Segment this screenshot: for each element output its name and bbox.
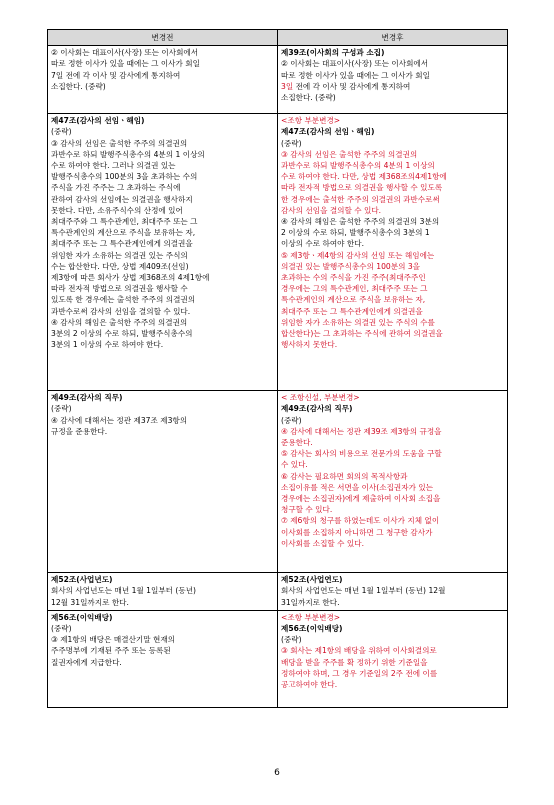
after-text-line: 이상의 수로 하여야 한다. [281,239,365,249]
before-text-line: 규정을 준용한다. [51,426,108,436]
table-row [48,46,508,114]
before-text-line: 회사의 사업년도는 매년 1월 1일부터 (동년) [51,586,197,596]
after-text-line: 공고하여야 한다. [281,680,338,690]
before-text-line: 따로 정한 이사가 있을 때에는 그 이사가 회일 [51,59,200,69]
after-text-line: ⑤ 감사는 회사의 비용으로 전문가의 도움을 구할 [281,449,442,459]
before-text-line: ② 이사회는 대표이사(사장) 또는 이사회에서 [51,48,199,58]
after-text-line: 수로 하여야 한다. 다만, 상법 제368조의4제1항에 [281,172,447,182]
changed-text: 3일 [281,81,294,91]
before-text-line: 수는 합산한다. 다만, 상법 제409조(선임) [51,261,189,271]
after-text-line: 제49조(감사의 직무) [281,404,353,414]
after-text-line: 소집이유를 적은 서면을 이사(소집권자가 있는 [281,482,433,492]
table-header-row [48,30,508,46]
before-text-line: (중략) [51,404,72,414]
after-text-line: <조항 부분변경> [281,612,341,622]
after-text-line: 제56조(이익배당) [281,624,343,634]
after-text-line: (중략) [281,415,302,425]
before-text-line: 과반수로 하되 발행주식총수의 4분의 1 이상의 [51,149,205,159]
after-text-line: 경우에는 그의 특수관계인, 최대주주 또는 그 [281,284,428,294]
header-before: 변경전 [48,30,278,46]
after-text-line: (중략) [281,635,302,645]
before-text-line: 위임한 자가 소유하는 의결권 있는 주식의 [51,250,188,260]
after-text-line: ⑤ 제3항ㆍ제4항의 감사의 선임 또는 해임에는 [281,250,435,260]
after-text-line: 감사의 선임을 결의할 수 있다. [281,205,382,215]
before-cell [48,610,278,707]
after-text-line: 제52조(사업연도) [281,575,343,585]
before-cell [48,114,278,391]
after-text-line: ② 이사회는 대표이사(사장) 또는 이사회에서 [281,59,429,69]
after-text-line: 준용한다. [281,438,313,448]
after-text-line: ⑦ 제6항의 청구를 하였는데도 이사가 지체 없이 [281,516,440,526]
before-text-line: 최대주주와 그 특수관계인, 최대주주 또는 그 [51,217,198,227]
after-cell [278,391,508,573]
after-cell [278,573,508,611]
before-text-line: 7일 전에 각 이사 및 감사에게 통지하여 [51,70,181,80]
before-cell [48,391,278,573]
after-text-line: 위임한 자가 소유하는 의결권 있는 주식의 수를 [281,317,435,327]
after-cell [278,46,508,114]
before-cell [48,573,278,611]
before-text-line: 3분의 1 이상의 수로 하여야 한다. [51,340,164,350]
before-text-line: 있도록 한 경우에는 출석한 주주의 의결권의 [51,295,196,305]
before-text-line: (중략) [51,127,72,137]
before-text-line: 과반수로써 감사의 선임을 결의할 수 있다. [51,306,191,316]
before-text-line: 제56조(이익배당) [51,612,113,622]
before-text-line: 최대주주 또는 그 특수관계인에게 의결권을 [51,239,193,249]
page-number: 6 [274,768,280,778]
before-text-line: ③ 제1항의 배당은 매결산기말 현재의 [51,635,175,645]
after-text-line: 한 경우에는 출석한 주주의 의결권의 과반수로써 [281,194,440,204]
before-text-line: 못한다. 다만, 소유주식수의 산정에 있어 [51,205,183,215]
before-text-line: ④ 감사에 대해서는 정관 제37조 제3항의 [51,415,188,425]
after-text-line: 회사의 사업연도는 매년 1월 1일부터 (동년) 12월 [281,586,446,596]
after-cell [278,610,508,707]
before-text-line: 12월 31일까지로 한다. [51,597,129,607]
after-text-line: 청구할 수 있다. [281,505,333,515]
after-text-line: 3일 전에 각 이사 및 감사에게 통지하여 [281,81,411,91]
before-text-line: 수로 하여야 한다. 그러나 의결권 있는 [51,161,176,171]
after-text-line: < 조항신설, 부분변경> [281,393,360,403]
after-text-line: 배당을 받을 주주를 확 정하기 위한 기준일을 [281,657,428,667]
before-text-line: 따라 전자적 방법으로 의결권을 행사할 수 [51,284,188,294]
before-text-line: 제47조(감사의 선임ㆍ해임) [51,116,145,126]
before-text-line: ③ 감사의 선임은 출석한 주주의 의결권의 [51,138,188,148]
before-text-line: (중략) [51,624,72,634]
after-text-line: 따로 정한 이사가 있을 때에는 그 이사가 회일 [281,70,430,80]
before-text-line: 제52조(사업년도) [51,575,113,585]
after-text-line: 초과하는 수의 주식을 가진 주주(최대주주인 [281,273,426,283]
after-text-line: ③ 감사의 선임은 출석한 주주의 의결권의 [281,149,418,159]
table-row [48,573,508,611]
after-text-line: 특수관계인의 계산으로 주식을 보유하는 자, [281,295,426,305]
before-text-line: 소집한다. (중략) [51,81,106,91]
after-text-line: (중략) [281,138,302,148]
before-text-line: 특수관계인의 계산으로 주식을 보유하는 자, [51,228,196,238]
after-text-line: 정하여야 하며, 그 경우 기준일의 2주 전에 이를 [281,668,438,678]
after-text-line: 행사하지 못한다. [281,340,338,350]
before-text-line: 3분의 2 이상의 수로 하되, 발행주식총수의 [51,329,193,339]
after-text-line: 합산한다)는 그 초과하는 주식에 관하여 의결권을 [281,329,443,339]
after-text-line: 31일까지로 한다. [281,597,340,607]
after-text-line: 과반수로 하되 발행주식총수의 4분의 1 이상의 [281,161,435,171]
header-after: 변경후 [278,30,508,46]
after-text-line: 이사회를 소집하지 아니하면 그 청구한 감사가 [281,527,433,537]
after-text-line: 의결권 있는 발행주식총수의 100분의 3을 [281,261,421,271]
after-text-line: 소집한다. (중략) [281,93,336,103]
table-row [48,114,508,391]
before-text-line: 질권자에게 지급한다. [51,657,122,667]
after-text-line: <조항 부분변경> [281,116,341,126]
before-text-line: 관하여 감사의 선임에는 의결권을 행사하지 [51,194,193,204]
before-text-line: 주식을 가진 주주는 그 초과하는 주식에 [51,183,181,193]
after-text-line: ④ 감사의 해임은 출석한 주주의 의결권의 3분의 [281,217,440,227]
after-text-line: 경우에는 소집권자)에게 제출하여 이사회 소집을 [281,494,441,504]
before-text-line: 제49조(감사의 직무) [51,393,123,403]
before-text-line: 발행주식총수의 100분의 3을 초과하는 수의 [51,172,198,182]
table-row [48,391,508,573]
before-text-line: 주주명부에 기재된 주주 또는 등록된 [51,646,171,656]
after-text-line: 최대주주 또는 그 특수관계인에게 의결권을 [281,306,423,316]
after-cell [278,114,508,391]
after-text-line: ③ 회사는 제1항의 배당을 위하여 이사회결의로 [281,646,437,656]
table-row [48,610,508,707]
after-text-line: 제39조(이사회의 구성과 소집) [281,48,385,58]
before-text-line: ④ 감사의 해임은 출석한 주주의 의결권의 [51,317,188,327]
after-text-line: 수 있다. [281,460,308,470]
after-text-line: 이사회를 소집할 수 있다. [281,538,365,548]
after-text-line: ⑥ 감사는 필요하면 회의의 목적사항과 [281,471,408,481]
after-text-line: ④ 감사에 대해서는 정관 제39조 제3항의 규정을 [281,426,442,436]
after-text-line: 제47조(감사의 선임ㆍ해임) [281,127,375,137]
before-text-line: 제3항에 따른 회사가 상법 제368조의 4제1항에 [51,273,210,283]
after-text-line: 따라 전자적 방법으로 의결권을 행사할 수 있도록 [281,183,443,193]
amendment-comparison-table [47,29,508,708]
after-text-line: 2 이상의 수로 하되, 발행주식총수의 3분의 1 [281,228,430,238]
before-cell [48,46,278,114]
